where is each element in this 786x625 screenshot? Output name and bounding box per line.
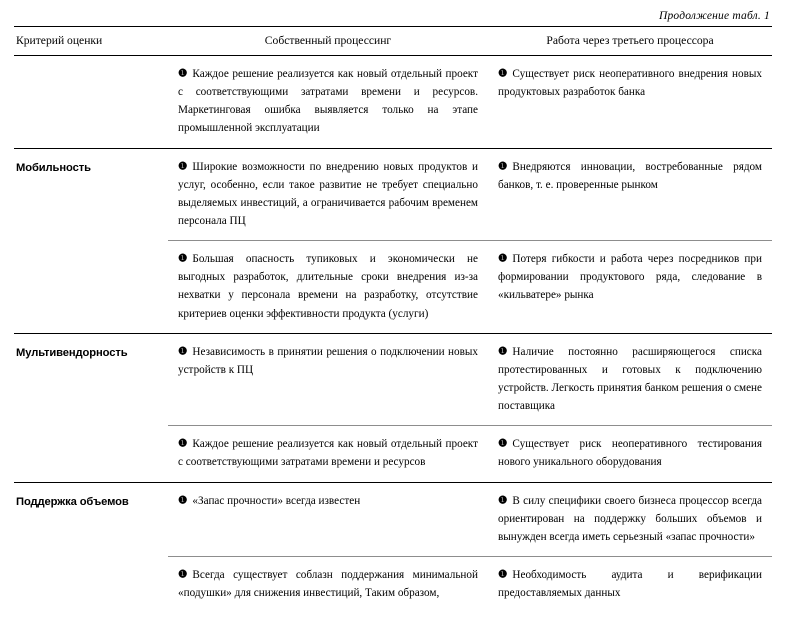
table-row [14,148,772,241]
bullet-icon: ❶ [178,160,188,173]
cell-third-party: ❶ Необходимость аудита и верификации предоставляемых данных [488,556,772,612]
cell-own-processing: ❶ Большая опасность тупиковых и экономически не выгодных разработок, длительные сроки внедрения из-за нехватки у персонала времени на разработку, отсутствие критериев оценки эффективности продукта (услуги) [168,241,488,334]
bullet-icon: ❶ [178,252,188,265]
cell-third-party: ❶ Потеря гибкости и работа через посредников при формировании продуктового ряда, следование в «кильватере» рынка [488,241,772,334]
cell-third-party: ❶ Наличие постоянно расширяющегося списка протестированных и готовых к подключению устройств. Легкость принятия банком решения о смене поставщика [488,333,772,426]
bullet-icon: ❶ [178,568,188,581]
bullet-icon: ❶ [178,67,188,80]
cell-own-processing: ❶ Независимость в принятии решения о подключении новых устройств к ПЦ [168,333,488,426]
column-header-own-processing: Собственный процессинг [264,34,392,47]
cell-criterion: Мультивендорность [14,333,168,426]
bullet-icon: ❶ [498,160,508,173]
cell-criterion [14,241,168,334]
bullet-icon: ❶ [498,437,508,450]
cell-own-processing: ❶ «Запас прочности» всегда известен [168,482,488,556]
column-header-criterion: Критерий оценки [16,34,103,47]
bullet-icon: ❶ [498,494,508,507]
table-row [14,333,772,426]
bullet-icon: ❶ [178,494,188,507]
cell-criterion: Поддержка объемов [14,482,168,556]
cell-criterion: Мобильность [14,148,168,241]
table-head [14,27,772,56]
table-row [14,56,772,149]
table-row [14,241,772,334]
bullet-icon: ❶ [178,345,188,358]
cell-third-party: ❶ Существует риск неоперативного тестирования нового уникального оборудования [488,426,772,482]
cell-criterion [14,556,168,612]
table-body [14,56,772,613]
column-header-third-party: Работа через третьего процессора [546,34,714,47]
cell-third-party: ❶ Существует риск неоперативного внедрения новых продуктовых разработок банка [498,67,762,99]
bullet-icon: ❶ [498,252,508,265]
table-row [14,556,772,612]
cell-own-processing: ❶ Каждое решение реализуется как новый отдельный проект с соответствующими затратами времени и ресурсов [168,426,488,482]
table-row [14,426,772,482]
continuation-note: Продолжение табл. 1 [658,10,770,22]
table-header-row [14,27,772,56]
bullet-icon: ❶ [498,67,508,80]
cell-own-processing: ❶ Широкие возможности по внедрению новых продуктов и услуг, особенно, если такое развитие не требует специально выделяемых инвестиций, а ограничивается рабочим временем персонала ПЦ [168,148,488,241]
bullet-icon: ❶ [498,568,508,581]
cell-criterion [14,426,168,482]
cell-own-processing: ❶ Всегда существует соблазн поддержания минимальной «подушки» для снижения инвестиций, Таким образом, [168,556,488,612]
bullet-icon: ❶ [178,437,188,450]
comparison-table [14,27,772,612]
cell-third-party: ❶ В силу специфики своего бизнеса процессор всегда ориентирован на поддержку больших объемов и вынужден всегда иметь серьезный «запас прочности» [488,482,772,556]
cell-criterion [14,56,168,149]
cell-own-processing: ❶ Каждое решение реализуется как новый отдельный проект с соответствующими затратами времени и ресурсов. Маркетинговая ошибка выявляется только на этапе промышленной эксплуатации [178,67,478,135]
bullet-icon: ❶ [498,345,508,358]
table-row [14,482,772,556]
cell-third-party: ❶ Внедряются инновации, востребованные рядом банков, т. е. проверенные рынком [488,148,772,241]
